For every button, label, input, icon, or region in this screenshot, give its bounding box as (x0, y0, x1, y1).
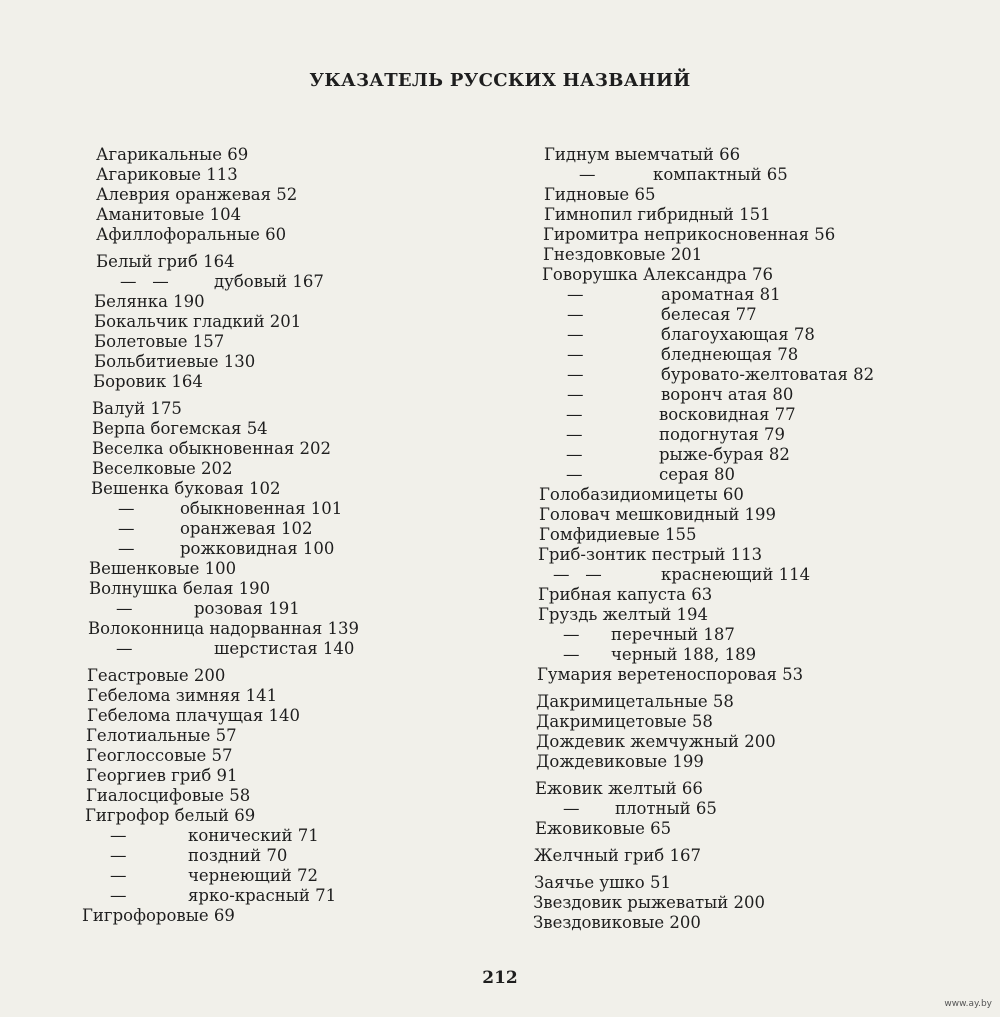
entry-text: Звездовик рыжеватый 200 (533, 893, 766, 912)
entry-text: буровато-желтоватая 82 (661, 365, 875, 384)
entry-text: черный 188, 189 (611, 645, 757, 664)
index-entry (82, 866, 502, 886)
index-entry (533, 625, 963, 645)
index-entry (533, 365, 963, 385)
entry-text: Дождевик жемчужный 200 (536, 732, 776, 751)
entry-text: шерстистая 140 (214, 639, 355, 658)
index-entry (533, 165, 963, 185)
index-entry (533, 285, 963, 305)
index-column-left (82, 145, 502, 926)
ditto-dash: — (118, 499, 135, 518)
index-entry (82, 272, 502, 292)
entry-gap (533, 866, 963, 873)
index-entry (82, 559, 502, 579)
index-entry (82, 579, 502, 599)
entry-text: компактный 65 (653, 165, 788, 184)
entry-text: Вешенка буковая 102 (91, 479, 281, 498)
entry-text: чернеющий 72 (188, 866, 318, 885)
entry-text: Бокальчик гладкий 201 (94, 312, 302, 331)
page-title: УКАЗАТЕЛЬ РУССКИХ НАЗВАНИЙ (309, 70, 691, 91)
index-entry (533, 846, 963, 866)
entry-text: Гомфидиевые 155 (539, 525, 697, 544)
index-entry (533, 913, 963, 933)
entry-text: белесая 77 (661, 305, 757, 324)
ditto-dash: — (110, 846, 127, 865)
entry-text: Валуй 175 (92, 399, 182, 418)
index-entry (82, 826, 502, 846)
entry-text: Звездовиковые 200 (533, 913, 701, 932)
index-entry (82, 292, 502, 312)
index-entry (82, 352, 502, 372)
entry-text: Гиалосцифовые 58 (86, 786, 251, 805)
entry-text: восковидная 77 (659, 405, 796, 424)
ditto-dash: — (116, 599, 133, 618)
entry-text: Гебелома зимняя 141 (87, 686, 278, 705)
index-column-right (533, 145, 963, 933)
index-entry (533, 779, 963, 799)
index-entry (533, 385, 963, 405)
entry-text: Гимнопил гибридный 151 (544, 205, 771, 224)
entry-text: Ежовик желтый 66 (535, 779, 703, 798)
entry-text: Больбитиевые 130 (94, 352, 256, 371)
entry-text: Ежовиковые 65 (535, 819, 672, 838)
index-entry (82, 459, 502, 479)
index-entry (82, 519, 502, 539)
entry-gap (533, 772, 963, 779)
index-entry (82, 332, 502, 352)
index-entry (533, 305, 963, 325)
index-entry (82, 145, 502, 165)
index-entry (82, 726, 502, 746)
index-entry (533, 425, 963, 445)
index-entry (533, 225, 963, 245)
entry-text: перечный 187 (611, 625, 735, 644)
entry-text: Голобазидиомицеты 60 (539, 485, 744, 504)
entry-text: плотный 65 (615, 799, 717, 818)
entry-text: Белянка 190 (94, 292, 205, 311)
index-entry (82, 886, 502, 906)
entry-text: Болетовые 157 (94, 332, 225, 351)
entry-gap (533, 839, 963, 846)
ditto-dash: — (118, 519, 135, 538)
index-entry (82, 205, 502, 225)
index-entry (533, 505, 963, 525)
index-entry (82, 439, 502, 459)
ditto-dash: — (110, 866, 127, 885)
index-entry (82, 786, 502, 806)
index-entry (533, 585, 963, 605)
page-number: 212 (482, 968, 518, 988)
entry-text: Гиднум выемчатый 66 (544, 145, 741, 164)
entry-text: оранжевая 102 (180, 519, 313, 538)
index-entry (82, 686, 502, 706)
index-entry (82, 906, 502, 926)
index-entry (82, 499, 502, 519)
index-entry (533, 345, 963, 365)
index-entry (82, 706, 502, 726)
ditto-dash: — (566, 445, 583, 464)
ditto-dash: — (116, 639, 133, 658)
ditto-dash: — (110, 826, 127, 845)
entry-text: ароматная 81 (661, 285, 781, 304)
index-entry (533, 545, 963, 565)
ditto-dash: — (110, 886, 127, 905)
entry-text: Волоконница надорванная 139 (88, 619, 360, 638)
ditto-dash: — (579, 165, 596, 184)
index-entry (533, 265, 963, 285)
entry-text: Веселка обыкновенная 202 (92, 439, 332, 458)
entry-text: обыкновенная 101 (180, 499, 343, 518)
index-entry (533, 325, 963, 345)
entry-text: дубовый 167 (214, 272, 324, 291)
entry-gap (82, 392, 502, 399)
entry-text: Гигрофоровые 69 (82, 906, 235, 925)
index-entry (82, 746, 502, 766)
entry-text: Головач мешковидный 199 (539, 505, 777, 524)
entry-text: благоухающая 78 (661, 325, 815, 344)
entry-text: Вешенковые 100 (89, 559, 237, 578)
entry-text: Дакримицетовые 58 (536, 712, 713, 731)
index-entry (82, 312, 502, 332)
index-entry (533, 605, 963, 625)
index-entry (82, 766, 502, 786)
entry-gap (82, 245, 502, 252)
entry-text: конический 71 (188, 826, 319, 845)
entry-text: Гебелома плачущая 140 (87, 706, 300, 725)
ditto-dash: — (567, 345, 584, 364)
index-entry (82, 372, 502, 392)
entry-text: Заячье ушко 51 (534, 873, 671, 892)
ditto-dash: — (567, 385, 584, 404)
entry-text: Агарикальные 69 (96, 145, 249, 164)
ditto-dash: — (563, 645, 580, 664)
index-entry (82, 419, 502, 439)
entry-text: Агариковые 113 (96, 165, 238, 184)
entry-text: Груздь желтый 194 (538, 605, 709, 624)
watermark: www.ay.by (944, 999, 992, 1009)
index-entry (82, 479, 502, 499)
index-entry (82, 225, 502, 245)
index-entry (533, 185, 963, 205)
entry-text: Афиллофоральные 60 (96, 225, 287, 244)
entry-text: поздний 70 (188, 846, 288, 865)
entry-text: Боровик 164 (93, 372, 203, 391)
entry-text: Георгиев гриб 91 (86, 766, 238, 785)
entry-text: Веселковые 202 (92, 459, 233, 478)
index-entry (82, 185, 502, 205)
entry-text: Белый гриб 164 (96, 252, 235, 271)
ditto-dash: — (566, 425, 583, 444)
entry-text: Гнездовковые 201 (543, 245, 703, 264)
index-entry (82, 666, 502, 686)
entry-text: краснеющий 114 (661, 565, 811, 584)
index-entry (533, 145, 963, 165)
index-entry (82, 165, 502, 185)
index-entry (533, 205, 963, 225)
index-entry (533, 405, 963, 425)
entry-text: Волнушка белая 190 (89, 579, 271, 598)
index-entry (533, 485, 963, 505)
ditto-dash: — (566, 405, 583, 424)
entry-text: розовая 191 (194, 599, 300, 618)
ditto-dash: — (563, 799, 580, 818)
index-entry (82, 252, 502, 272)
index-entry (533, 525, 963, 545)
index-entry (533, 465, 963, 485)
ditto-dash: — (567, 305, 584, 324)
index-entry (533, 645, 963, 665)
ditto-dash: — (567, 365, 584, 384)
entry-text: Гидновые 65 (544, 185, 656, 204)
index-entry (82, 399, 502, 419)
index-entry (533, 752, 963, 772)
index-entry (533, 732, 963, 752)
entry-text: рожковидная 100 (180, 539, 335, 558)
entry-text: бледнеющая 78 (661, 345, 799, 364)
entry-text: воронч атая 80 (661, 385, 794, 404)
entry-text: Дакримицетальные 58 (536, 692, 734, 711)
entry-text: Желчный гриб 167 (534, 846, 701, 865)
index-entry (82, 639, 502, 659)
ditto-dash: — (567, 285, 584, 304)
entry-text: Алеврия оранжевая 52 (96, 185, 298, 204)
ditto-dash: — (118, 539, 135, 558)
entry-text: Гиромитра неприкосновенная 56 (543, 225, 836, 244)
index-entry (82, 806, 502, 826)
entry-text: Геоглоссовые 57 (86, 746, 233, 765)
index-entry (533, 665, 963, 685)
entry-text: Гумария веретеноспоровая 53 (537, 665, 804, 684)
entry-text: подогнутая 79 (659, 425, 785, 444)
index-entry (533, 565, 963, 585)
entry-text: Дождевиковые 199 (536, 752, 704, 771)
ditto-dash: — — (553, 565, 602, 584)
entry-text: Верпа богемская 54 (92, 419, 268, 438)
entry-text: Гелотиальные 57 (86, 726, 237, 745)
entry-gap (82, 659, 502, 666)
index-entry (533, 445, 963, 465)
entry-text: рыже-бурая 82 (659, 445, 790, 464)
entry-text: ярко-красный 71 (188, 886, 337, 905)
entry-text: Гриб-зонтик пестрый 113 (538, 545, 763, 564)
ditto-dash: — (563, 625, 580, 644)
index-entry (533, 799, 963, 819)
entry-text: Говорушка Александра 76 (542, 265, 774, 284)
ditto-dash: — (566, 465, 583, 484)
ditto-dash: — (567, 325, 584, 344)
entry-text: серая 80 (659, 465, 736, 484)
index-entry (533, 692, 963, 712)
index-entry (82, 599, 502, 619)
entry-text: Гигрофор белый 69 (85, 806, 256, 825)
index-entry (82, 846, 502, 866)
index-entry (533, 245, 963, 265)
index-entry (82, 539, 502, 559)
index-entry (82, 619, 502, 639)
index-entry (533, 712, 963, 732)
entry-text: Геастровые 200 (87, 666, 226, 685)
index-entry (533, 893, 963, 913)
index-entry (533, 819, 963, 839)
index-entry (533, 873, 963, 893)
entry-gap (533, 685, 963, 692)
entry-text: Грибная капуста 63 (538, 585, 713, 604)
entry-text: Аманитовые 104 (96, 205, 242, 224)
ditto-dash: — — (120, 272, 169, 291)
